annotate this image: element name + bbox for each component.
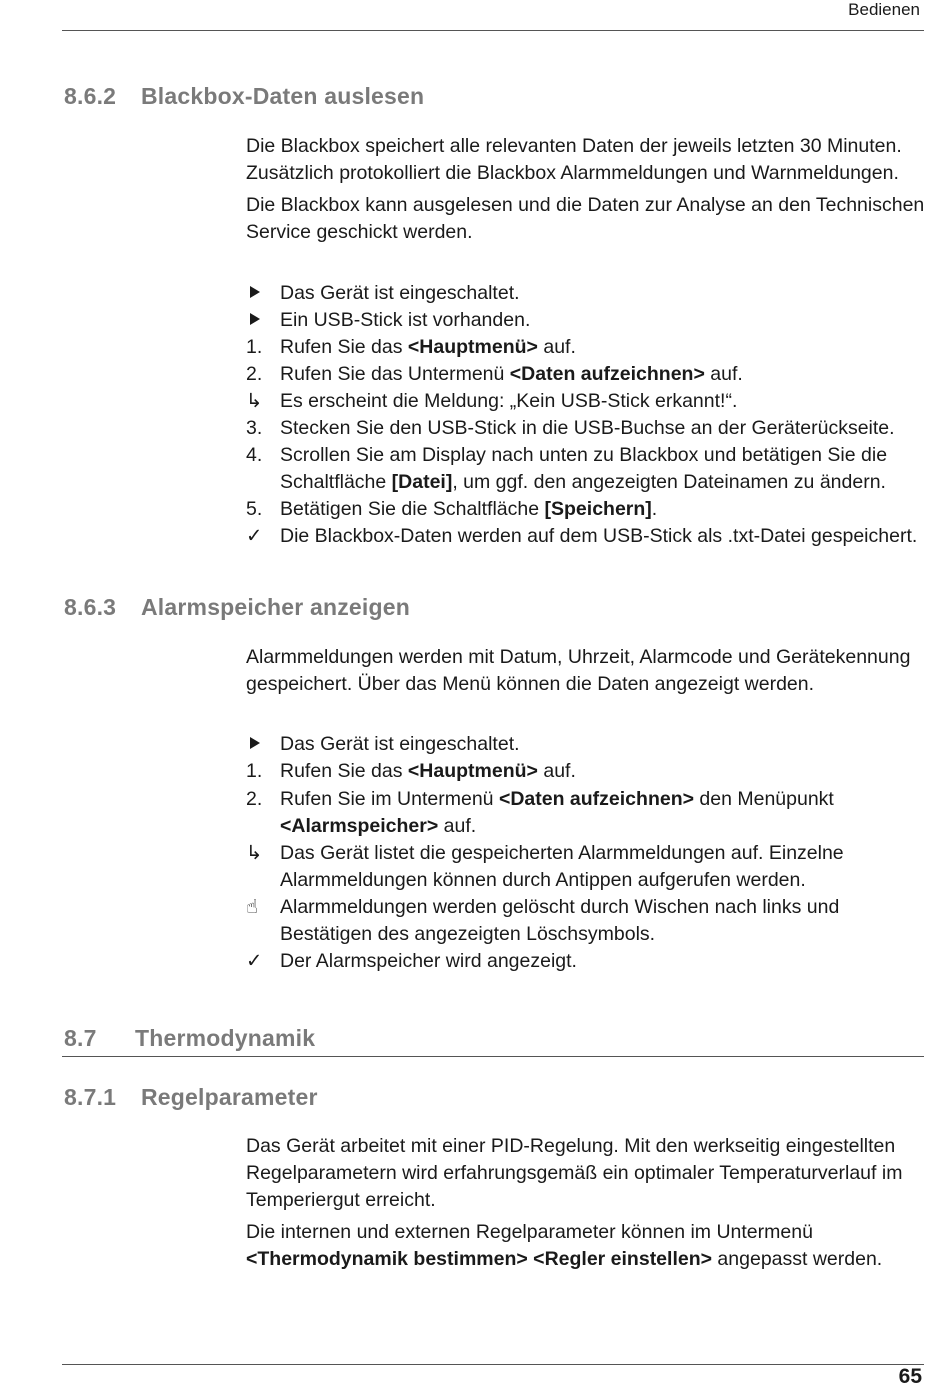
step-number: 2. [246, 788, 263, 810]
paragraph: Die Blackbox speichert alle relevanten Daten der jeweils letzten 30 Minuten. Zusätzlich protokolliert die Blackbox Alarmmeldungen und Warnmeldungen. [246, 135, 902, 184]
result-arrow-icon: ↳ [246, 390, 263, 412]
result-item: ↳ Das Gerät listet die gespeicherten Alarmmeldungen auf. Einzelne Alarmmeldungen können durch Antippen aufgerufen werden. [246, 842, 844, 891]
step-item: 2. Rufen Sie das Untermenü <Daten aufzeichnen> auf. [246, 361, 926, 388]
step-number: 1. [246, 336, 263, 358]
paragraph: Die internen und externen Regelparameter können im Untermenü <Thermodynamik bestimmen> <Regler einstellen> angepasst werden. [246, 1221, 883, 1270]
section-heading-8-6-3: 8.6.3 Alarmspeicher anzeigen [64, 594, 411, 620]
outcome-item: ✓ Die Blackbox-Daten werden auf dem USB-Stick als .txt-Datei gespeichert. [246, 523, 926, 550]
outcome-item: ✓ Der Alarmspeicher wird angezeigt. [246, 948, 926, 975]
section-heading-8-7: 8.7 Thermodynamik [64, 1025, 316, 1051]
triangle-bullet-icon [246, 307, 276, 334]
step-item: 4. Scrollen Sie am Display nach unten zu Blackbox und betätigen Sie die Schaltfläche [Datei], um ggf. den angezeigten Dateinamen zu ändern. [246, 444, 888, 493]
paragraph: Die Blackbox kann ausgelesen und die Daten zur Analyse an den Technischen Service geschickt werden. [246, 194, 925, 243]
step-item: 1. Rufen Sie das <Hauptmenü> auf. [246, 334, 926, 361]
step-number: 3. [246, 417, 263, 439]
running-header: Bedienen [848, 0, 920, 19]
checkmark-icon: ✓ [246, 950, 263, 972]
precondition-item: Ein USB-Stick ist vorhanden. [246, 307, 926, 334]
step-number: 5. [246, 498, 263, 520]
step-number: 1. [246, 760, 263, 782]
precondition-item: Das Gerät ist eingeschaltet. [246, 731, 926, 758]
paragraph: Alarmmeldungen werden mit Datum, Uhrzeit, Alarmcode und Gerätekennung gespeichert. Über das Menü können die Daten angezeigt werden. [246, 646, 911, 695]
step-number: 2. [246, 363, 263, 385]
step-item: 2. Rufen Sie im Untermenü <Daten aufzeichnen> den Menüpunkt <Alarmspeicher> auf. [246, 788, 834, 837]
page-number: 65 [898, 1365, 922, 1388]
result-arrow-icon: ↳ [246, 842, 263, 864]
result-item: ↳ Es erscheint die Meldung: „Kein USB-Stick erkannt!“. [246, 388, 926, 415]
section-rule [62, 1056, 924, 1057]
section-heading-8-6-2: 8.6.2 Blackbox-Daten auslesen [64, 83, 425, 109]
step-number: 4. [246, 444, 263, 466]
paragraph: Das Gerät arbeitet mit einer PID-Regelung. Mit den werkseitig eingestellten Regelparametern wird erfahrungsgemäß ein optimaler Temperaturverlauf im Temperiergut erreicht. [246, 1135, 903, 1211]
precondition-item: Das Gerät ist eingeschaltet. [246, 280, 926, 307]
step-item: 3. Stecken Sie den USB-Stick in die USB-Buchse an der Geräterückseite. [246, 415, 926, 442]
triangle-bullet-icon [246, 280, 276, 307]
triangle-bullet-icon [246, 731, 276, 758]
tip-item: ☝ Alarmmeldungen werden gelöscht durch Wischen nach links und Bestätigen des angezeigten Löschsymbols. [246, 896, 840, 945]
hand-pointer-icon: ☝ [246, 896, 258, 918]
step-item: 5. Betätigen Sie die Schaltfläche [Speichern]. [246, 496, 926, 523]
section-heading-8-7-1: 8.7.1 Regelparameter [64, 1084, 318, 1110]
footer-rule [62, 1364, 924, 1365]
step-item: 1. Rufen Sie das <Hauptmenü> auf. [246, 758, 926, 785]
header-rule [62, 30, 924, 31]
checkmark-icon: ✓ [246, 525, 263, 547]
